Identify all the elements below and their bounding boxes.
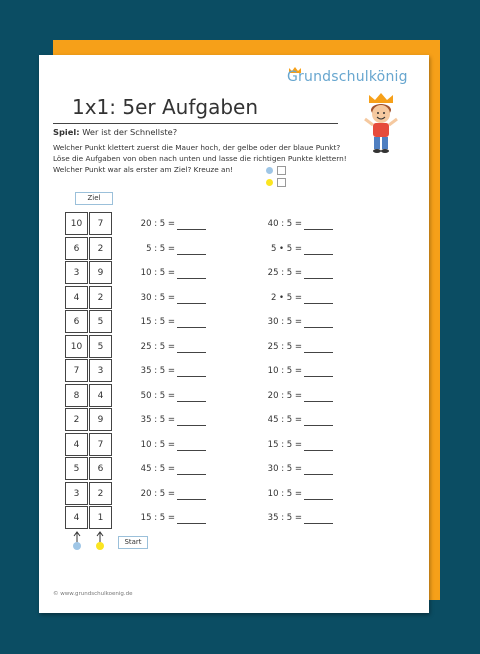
blue-checkbox[interactable] <box>277 166 286 175</box>
task-expression: 20 : 5 = <box>140 488 175 499</box>
task-expression: 10 : 5 = <box>267 488 302 499</box>
task-right <box>262 293 302 303</box>
wall-cell: 3 <box>65 482 88 505</box>
wall-cell: 10 <box>65 212 88 235</box>
task-expression: 25 : 5 = <box>140 341 175 352</box>
wall-row <box>65 359 113 382</box>
task-expression: 30 : 5 = <box>267 464 302 474</box>
task-left <box>135 366 175 376</box>
task-left <box>135 244 175 254</box>
game-question: Wer ist der Schnellste? <box>82 127 178 137</box>
brand-logo: Grundschulkönig <box>287 69 408 85</box>
answer-blank[interactable] <box>304 327 333 328</box>
title-underline <box>53 123 338 124</box>
answer-blank[interactable] <box>177 278 206 279</box>
answer-blank[interactable] <box>304 376 333 377</box>
wall-cell: 4 <box>65 433 88 456</box>
wall-cell: 6 <box>89 457 112 480</box>
task-left <box>135 293 175 303</box>
game-label: Spiel: <box>53 127 80 137</box>
wall-cell: 2 <box>65 408 88 431</box>
task-left <box>135 268 175 278</box>
task-expression: 15 : 5 = <box>140 513 175 523</box>
task-right <box>262 244 302 254</box>
task-right <box>262 391 302 401</box>
wall-row <box>65 237 113 260</box>
task-right <box>262 268 302 278</box>
wall-cell: 5 <box>65 457 88 480</box>
task-expression: 35 : 5 = <box>140 366 175 376</box>
task-right <box>262 366 302 376</box>
answer-blank[interactable] <box>177 376 206 377</box>
answer-blank[interactable] <box>177 352 206 353</box>
answer-blank[interactable] <box>177 254 206 255</box>
blue-start-marker <box>72 531 82 551</box>
task-left <box>135 440 175 450</box>
start-label: Start <box>118 536 148 549</box>
task-expression: 30 : 5 = <box>267 317 302 327</box>
task-expression: 10 : 5 = <box>140 268 175 278</box>
task-expression: 25 : 5 = <box>267 341 302 352</box>
copyright-footer: © www.grundschulkoenig.de <box>53 591 133 597</box>
task-expression: 30 : 5 = <box>140 292 175 303</box>
wall-row <box>65 335 113 358</box>
task-expression: 50 : 5 = <box>140 390 175 401</box>
answer-blank[interactable] <box>177 499 206 500</box>
answer-blank[interactable] <box>177 450 206 451</box>
answer-blank[interactable] <box>304 352 333 353</box>
wall-cell: 6 <box>65 237 88 260</box>
wall-row <box>65 482 113 505</box>
answer-blank[interactable] <box>177 229 206 230</box>
wall-cell: 7 <box>89 433 112 456</box>
answer-blank[interactable] <box>304 523 333 524</box>
wall-row <box>65 310 113 333</box>
task-left <box>135 342 175 352</box>
wall-cell: 4 <box>65 506 88 529</box>
task-left <box>135 513 175 523</box>
answer-blank[interactable] <box>304 303 333 304</box>
task-right <box>262 464 302 474</box>
answer-blank[interactable] <box>304 450 333 451</box>
wall-row <box>65 212 113 235</box>
yellow-dot-option <box>266 179 273 186</box>
task-expression: 20 : 5 = <box>267 390 302 401</box>
task-expression: 35 : 5 = <box>140 415 175 425</box>
task-right <box>262 513 302 523</box>
task-expression: 5 • 5 = <box>270 243 302 254</box>
wall-cell: 9 <box>89 408 112 431</box>
task-expression: 5 : 5 = <box>146 243 175 254</box>
task-expression: 15 : 5 = <box>267 439 302 450</box>
answer-blank[interactable] <box>304 425 333 426</box>
wall-cell: 8 <box>65 384 88 407</box>
yellow-checkbox[interactable] <box>277 178 286 187</box>
answer-blank[interactable] <box>304 229 333 230</box>
task-right <box>262 317 302 327</box>
wall-cell: 6 <box>65 310 88 333</box>
instruction-line-2: Löse die Aufgaben von oben nach unten und lasse die richtigen Punkte klettern! <box>53 154 347 163</box>
task-expression: 15 : 5 = <box>140 317 175 327</box>
answer-blank[interactable] <box>177 303 206 304</box>
answer-blank[interactable] <box>177 474 206 475</box>
goal-label: Ziel <box>75 192 113 205</box>
wall-row <box>65 384 113 407</box>
wall-cell: 5 <box>89 335 112 358</box>
wall-cell: 2 <box>89 286 112 309</box>
worksheet-page <box>39 55 429 613</box>
task-left <box>135 415 175 425</box>
task-expression: 45 : 5 = <box>267 415 302 425</box>
task-expression: 25 : 5 = <box>267 268 302 278</box>
wall-cell: 3 <box>65 261 88 284</box>
wall-row <box>65 286 113 309</box>
blue-dot-option <box>266 167 273 174</box>
answer-blank[interactable] <box>177 425 206 426</box>
game-subtitle <box>53 127 177 137</box>
answer-blank[interactable] <box>304 254 333 255</box>
task-right <box>262 440 302 450</box>
answer-blank[interactable] <box>304 401 333 402</box>
wall-cell: 5 <box>89 310 112 333</box>
task-expression: 2 • 5 = <box>270 292 302 303</box>
wall-row <box>65 457 113 480</box>
wall-row <box>65 261 113 284</box>
wall-cell: 10 <box>65 335 88 358</box>
task-expression: 40 : 5 = <box>267 219 302 229</box>
instruction-line-3: Welcher Punkt war als erster am Ziel? Kreuze an! <box>53 165 234 174</box>
wall-cell: 7 <box>65 359 88 382</box>
wall-cell: 4 <box>89 384 112 407</box>
answer-blank[interactable] <box>304 474 333 475</box>
answer-blank[interactable] <box>304 278 333 279</box>
wall-cell: 2 <box>89 482 112 505</box>
king-boy-illustration <box>361 93 401 155</box>
answer-blank[interactable] <box>177 401 206 402</box>
yellow-start-marker <box>95 531 105 551</box>
task-left <box>135 317 175 327</box>
task-expression: 45 : 5 = <box>140 464 175 474</box>
wall-row <box>65 506 113 529</box>
wall-cell: 3 <box>89 359 112 382</box>
wall-cell: 2 <box>89 237 112 260</box>
task-left <box>135 219 175 229</box>
worksheet-title: 1x1: 5er Aufgaben <box>72 95 259 119</box>
task-left <box>135 464 175 474</box>
task-right <box>262 415 302 425</box>
wall-row <box>65 408 113 431</box>
wall-row <box>65 433 113 456</box>
task-left <box>135 391 175 401</box>
wall-cell: 1 <box>89 506 112 529</box>
answer-blank[interactable] <box>304 499 333 500</box>
task-expression: 35 : 5 = <box>267 513 302 523</box>
wall-cell: 9 <box>89 261 112 284</box>
task-right <box>262 342 302 352</box>
answer-blank[interactable] <box>177 327 206 328</box>
task-expression: 20 : 5 = <box>140 219 175 229</box>
answer-blank[interactable] <box>177 523 206 524</box>
task-right <box>262 219 302 229</box>
task-right <box>262 489 302 499</box>
task-expression: 10 : 5 = <box>267 366 302 376</box>
wall-cell: 7 <box>89 212 112 235</box>
instruction-line-1: Welcher Punkt klettert zuerst die Mauer hoch, der gelbe oder der blaue Punkt? <box>53 143 341 152</box>
wall-cell: 4 <box>65 286 88 309</box>
task-expression: 10 : 5 = <box>140 439 175 450</box>
task-left <box>135 489 175 499</box>
